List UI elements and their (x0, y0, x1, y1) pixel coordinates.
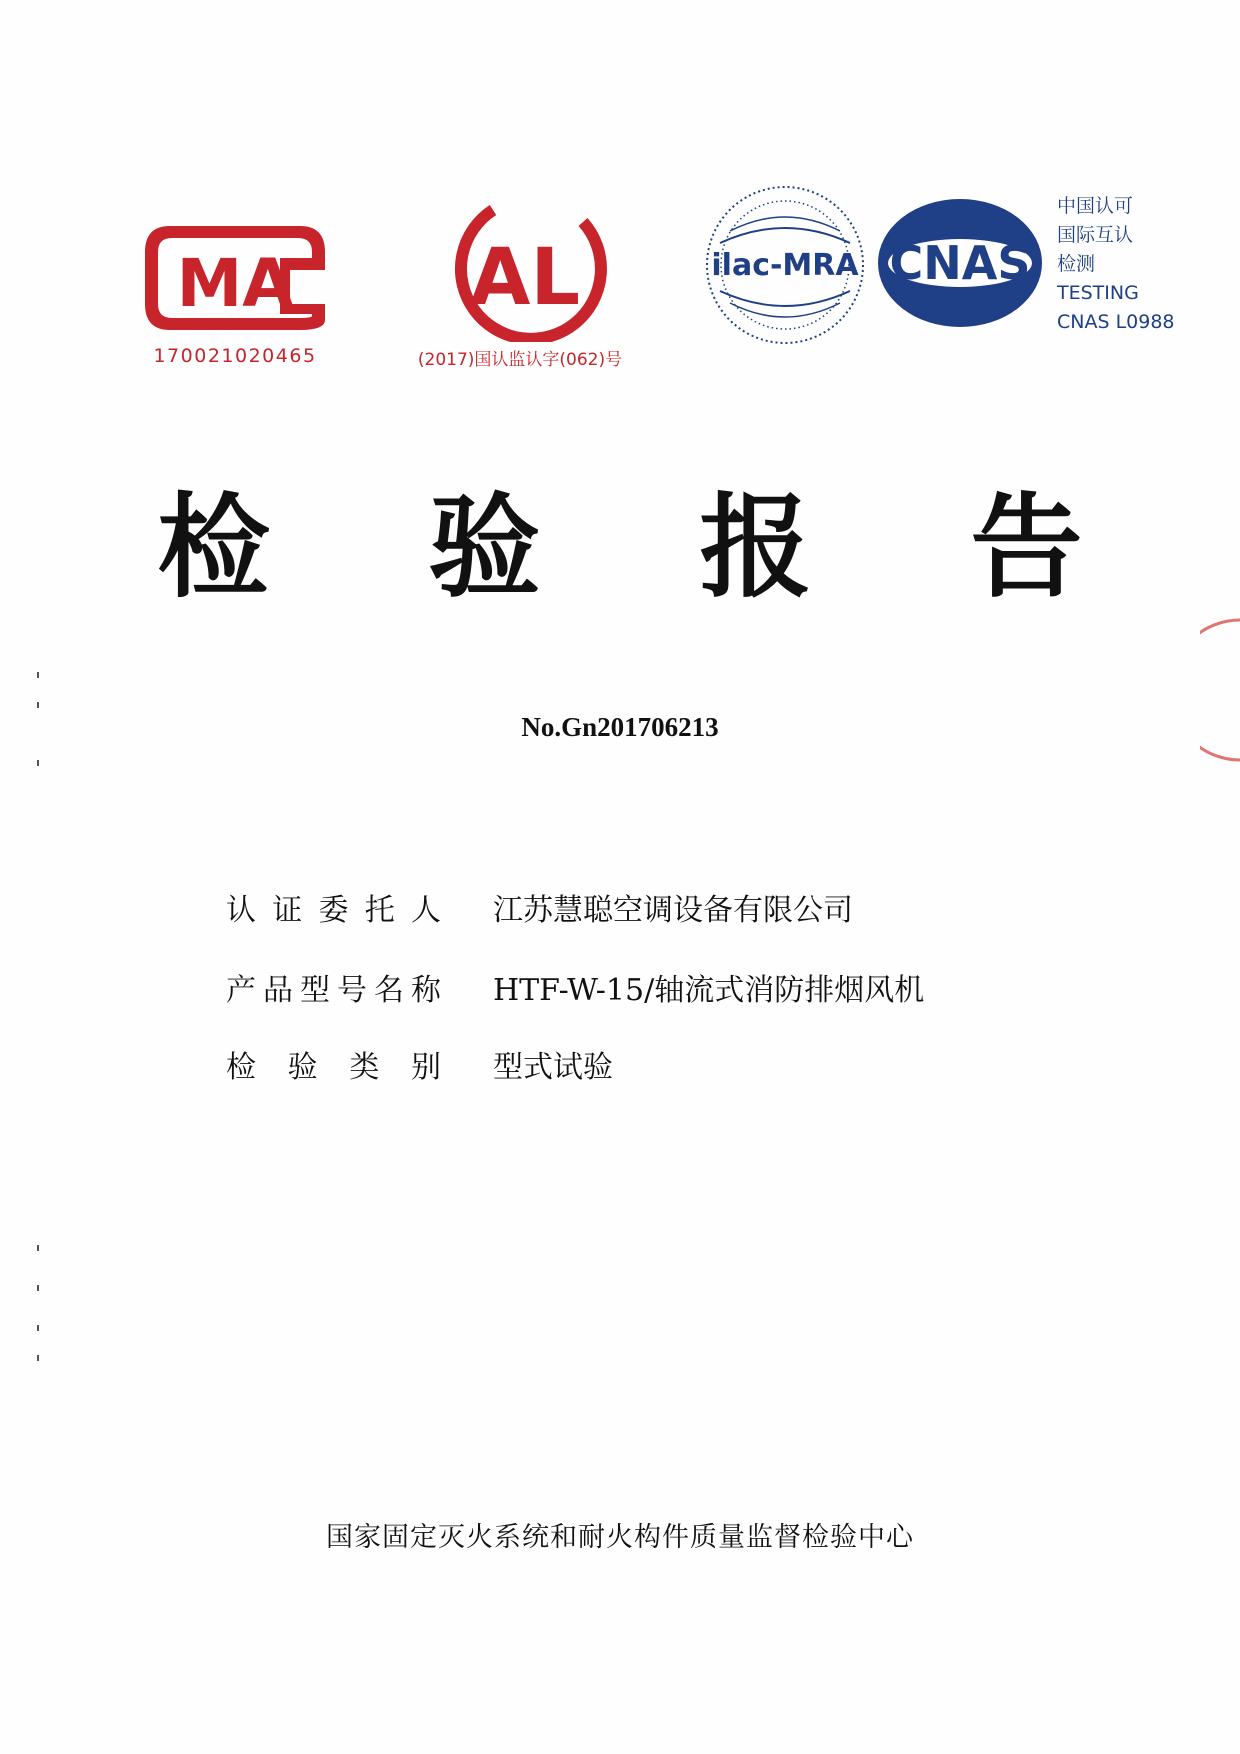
cal-number: (2017)国认监认字(062)号 (417, 350, 623, 370)
cal-logo (433, 192, 618, 342)
cal-mark-text: AL (469, 233, 581, 323)
field-label: 检验类别 (226, 1050, 441, 1085)
cnas-line: 检测 (1057, 253, 1096, 275)
field-row-client (226, 885, 853, 928)
ilac-mark-text: ilac-MRA (711, 248, 859, 283)
cma-logo (140, 218, 330, 338)
field-value: 江苏慧聪空调设备有限公司 (493, 893, 853, 928)
issuer-name: 国家固定灭火系统和耐火构件质量监督检验中心 (326, 1522, 914, 1553)
cnas-accreditation-text (1057, 192, 1175, 337)
field-value: HTF-W-15/轴流式消防排烟风机 (493, 973, 925, 1008)
cnas-logo (870, 193, 1050, 333)
binding-mark (35, 1245, 43, 1370)
binding-mark (35, 672, 43, 777)
cnas-line: 国际互认 (1057, 224, 1134, 246)
cnas-line: CNAS L0988 (1057, 311, 1175, 333)
cnas-mark-text: CNAS (889, 236, 1031, 290)
seal-stamp (1200, 610, 1240, 770)
report-title: 检 验 报 告 (157, 483, 1143, 613)
cnas-line: 中国认可 (1057, 195, 1134, 217)
cma-number: 170021020465 (153, 345, 317, 367)
field-label: 认证委托人 (226, 893, 441, 928)
ilac-mra-logo (700, 183, 870, 348)
cma-mark-text: MA (176, 245, 294, 322)
field-row-product (226, 965, 925, 1008)
field-label: 产品型号名称 (226, 973, 441, 1008)
field-value: 型式试验 (493, 1050, 613, 1085)
field-row-test-type (226, 1042, 613, 1085)
report-number: No.Gn201706213 (521, 712, 719, 742)
cnas-line: TESTING (1057, 282, 1139, 304)
